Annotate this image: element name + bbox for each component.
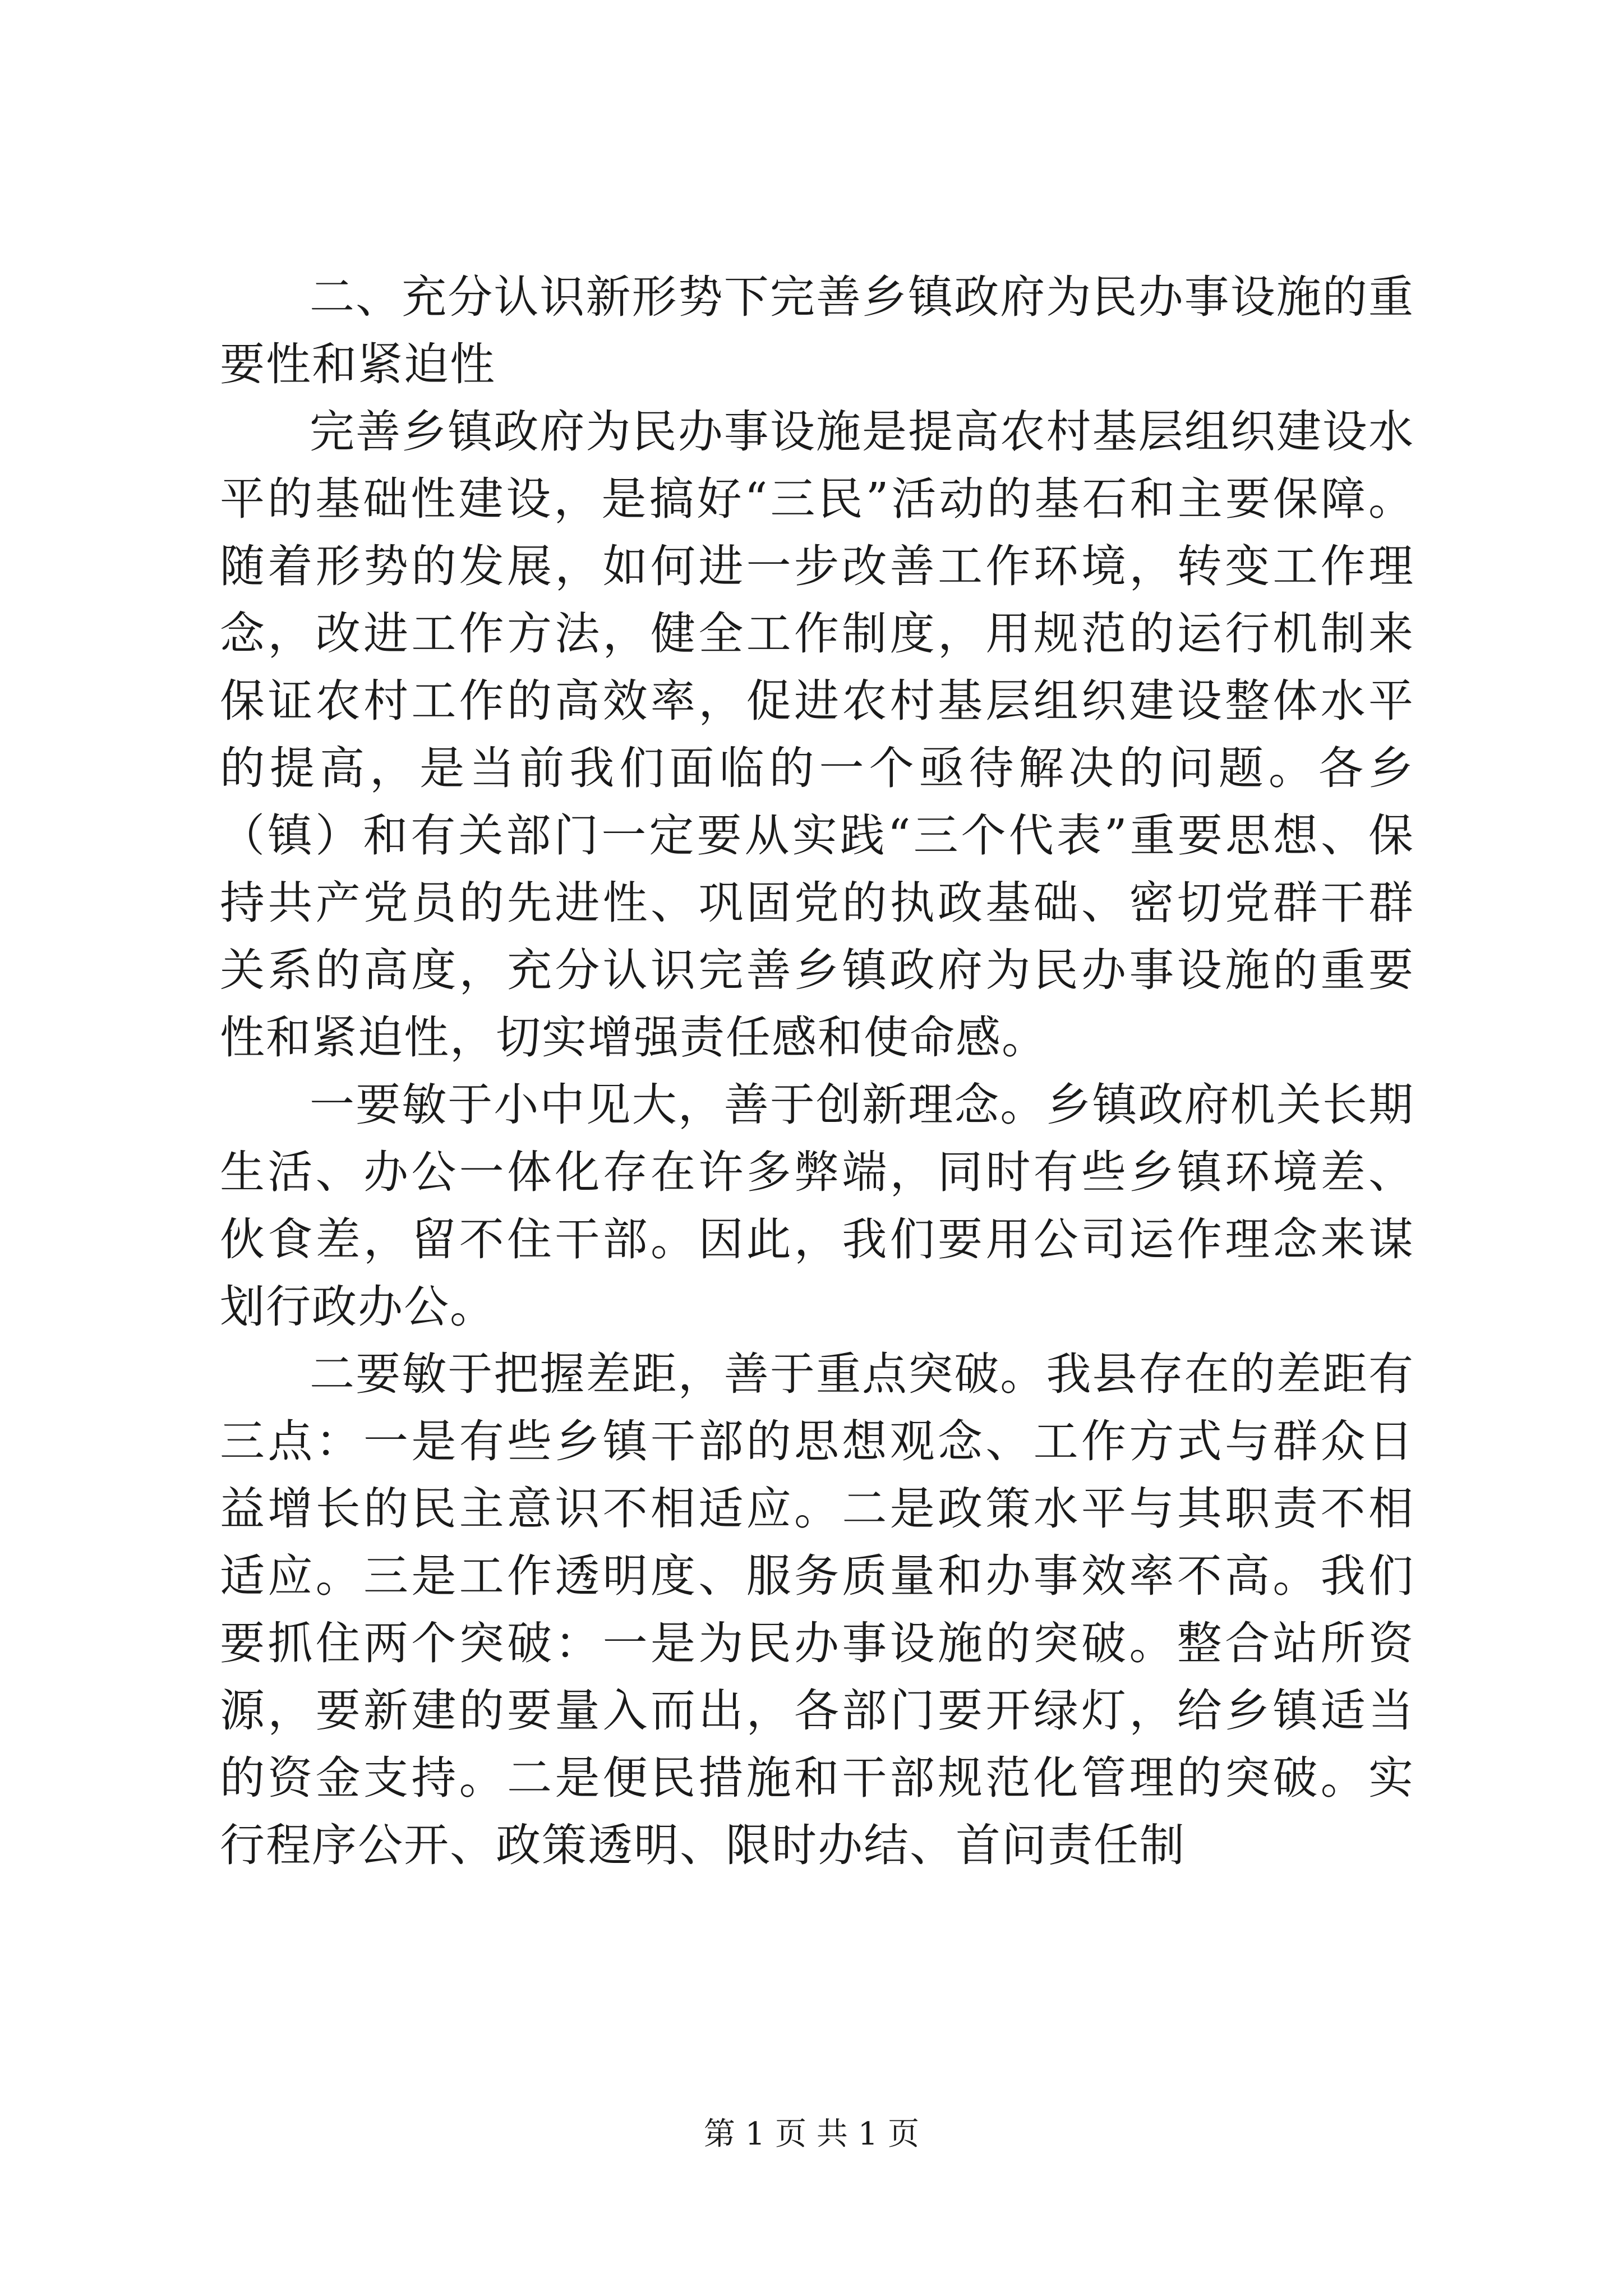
- paragraph-2: 一要敏于小中见大，善于创新理念。乡镇政府机关长期生活、办公一体化存在许多弊端，同时有些乡镇环境差、伙食差，留不住干部。因此，我们要用公司运作理念来谋划行政办公。: [220, 1079, 1414, 1333]
- document-body: [220, 264, 1414, 1879]
- section-heading: 二、充分认识新形势下完善乡镇政府为民办事设施的重要性和紧迫性: [220, 271, 1414, 390]
- page-footer: 第 1 页 共 1 页: [703, 2116, 920, 2152]
- paragraph-1: 完善乡镇政府为民办事设施是提高农村基层组织建设水平的基础性建设，是搞好“三民”活动的基石和主要保障。随着形势的发展，如何进一步改善工作环境，转变工作理念，改进工作方法，健全工作制度，用规范的运行机制来保证农村工作的高效率，促进农村基层组织建设整体水平的提高，是当前我们面临的一个亟待解决的问题。各乡（镇）和有关部门一定要从实践“三个代表”重要思想、保持共产党员的先进性、巩固党的执政基础、密切党群干群关系的高度，充分认识完善乡镇政府为民办事设施的重要性和紧迫性，切实增强责任感和使命感。: [220, 406, 1414, 1064]
- paragraph-3: 二要敏于把握差距，善于重点突破。我县存在的差距有三点：一是有些乡镇干部的思想观念、工作方式与群众日益增长的民主意识不相适应。二是政策水平与其职责不相适应。三是工作透明度、服务质量和办事效率不高。我们要抓住两个突破：一是为民办事设施的突破。整合站所资源，要新建的要量入而出，各部门要开绿灯，给乡镇适当的资金支持。二是便民措施和干部规范化管理的突破。实行程序公开、政策透明、限时办结、首问责任制: [220, 1348, 1414, 1871]
